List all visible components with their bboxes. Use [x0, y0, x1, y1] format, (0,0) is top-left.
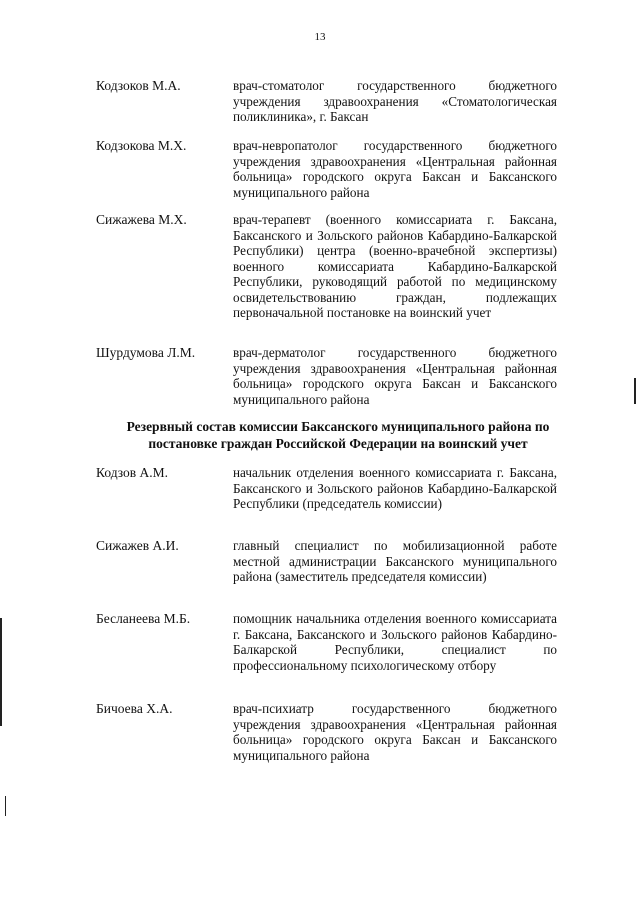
- member-role: главный специалист по мобилизационной работе местной администрации Баксанского муниципального района (заместитель председателя комиссии): [233, 538, 557, 584]
- member-name: Кодзоков М.А.: [96, 78, 181, 93]
- member-role: врач-стоматолог государственного бюджетного учреждения здравоохранения «Стоматологическая поликлиника», г. Баксан: [233, 78, 557, 124]
- member-name: Бесланеева М.Б.: [96, 611, 191, 626]
- reserve-section-heading: Резервный состав комиссии Баксанского муниципального района по постановке граждан Российской Федерации на воинский учет: [126, 419, 550, 451]
- member-role: помощник начальника отделения военного комиссариата г. Баксана, Баксанского и Зольского районов Кабардино-Балкарской Республики, специалист по профессиональному психологическому отбору: [233, 611, 557, 673]
- page-number: 13: [314, 31, 326, 43]
- member-name: Кодзокова М.Х.: [96, 138, 187, 153]
- member-role: врач-невропатолог государственного бюджетного учреждения здравоохранения «Центральная районная больница» городского округа Баксан и Баксанского муниципального района: [233, 138, 557, 200]
- member-role: врач-психиатр государственного бюджетного учреждения здравоохранения «Центральная районная больница» городского округа Баксан и Баксанского муниципального района: [233, 701, 557, 763]
- member-role: начальник отделения военного комиссариата г. Баксана, Баксанского и Зольского районов Кабардино-Балкарской Республики (председатель комиссии): [233, 465, 557, 511]
- member-role: врач-дерматолог государственного бюджетного учреждения здравоохранения «Центральная районная больница» городского округа Баксан и Баксанского муниципального района: [233, 345, 557, 407]
- scan-edge-mark: [5, 796, 6, 816]
- member-name: Кодзов А.М.: [96, 465, 168, 480]
- member-name: Бичоева Х.А.: [96, 701, 173, 716]
- member-name: Шурдумова Л.М.: [96, 345, 196, 360]
- scan-edge-mark: [634, 378, 636, 404]
- member-name: Сижажев А.И.: [96, 538, 179, 553]
- member-name: Сижажева М.Х.: [96, 212, 187, 227]
- scan-edge-mark: [0, 618, 2, 726]
- member-role: врач-терапевт (военного комиссариата г. Баксана, Баксанского и Зольского районов Кабардино-Балкарской Республики) центра (военно-врачебной экспертизы) военного комиссариата Кабардино-Балкарской Республики, руководящий работой по медицинскому освидетельствованию граждан, подлежащих первоначальной постановке на воинский учет: [233, 212, 557, 320]
